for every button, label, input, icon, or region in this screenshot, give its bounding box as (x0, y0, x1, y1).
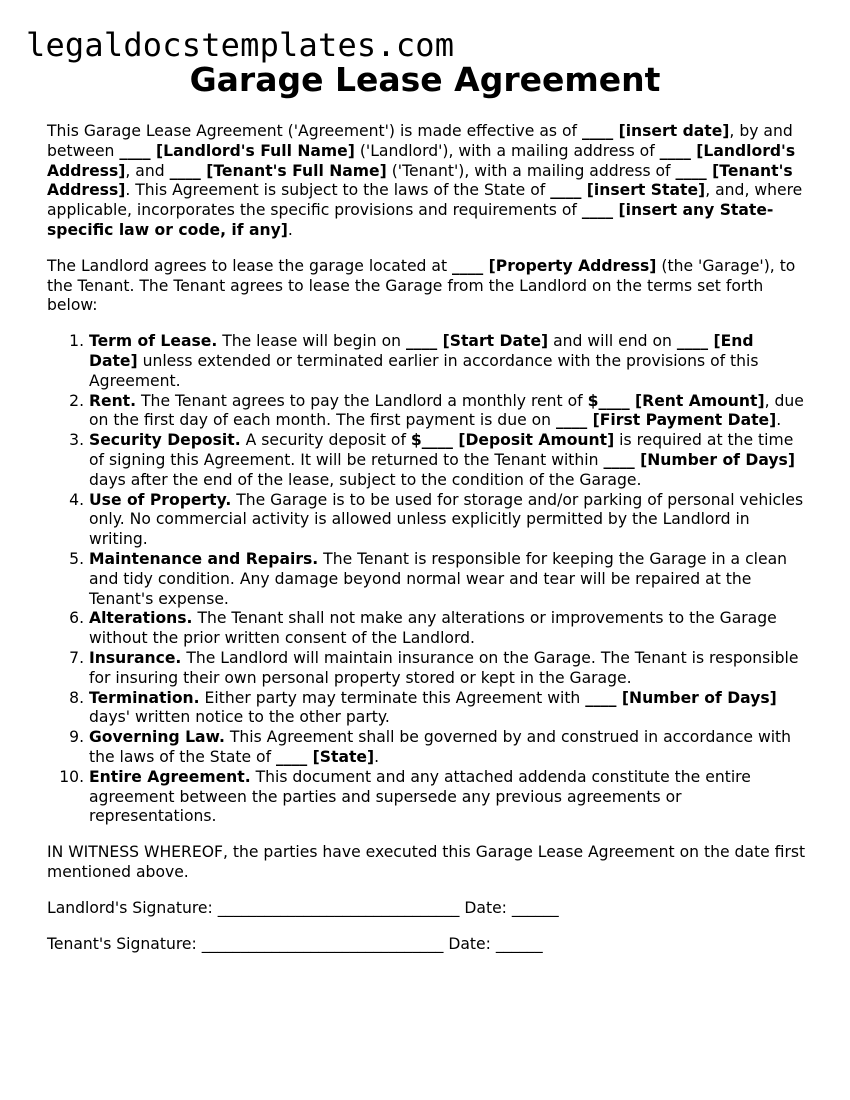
bold-text-run: ____ [Landlord's Address] (47, 141, 796, 180)
bold-text-run: Alterations. (89, 609, 193, 628)
bold-text-run: ____ [Tenant's Full Name] (169, 161, 387, 180)
terms-list (47, 332, 807, 827)
text-run: The Tenant is responsible for keeping the Garage in a clean and tidy condition. Any damage beyond normal wear and tear will be repaired at the Tenant's expense. (89, 549, 788, 608)
premises-paragraph (47, 257, 807, 316)
term-item-entire-agreement (89, 768, 807, 827)
text-run: ('Tenant'), with a mailing address of (386, 161, 676, 180)
bold-text-run: ____ [State] (276, 747, 375, 766)
document-title: Garage Lease Agreement (189, 60, 661, 99)
bold-text-run: Insurance. (89, 648, 182, 667)
document-body (47, 122, 807, 972)
term-item-alterations (89, 609, 807, 649)
bold-text-run: Use of Property. (89, 490, 232, 509)
text-run: The lease will begin on (217, 332, 406, 351)
text-run: The Landlord will maintain insurance on the Garage. The Tenant is responsible for insuring their own personal property stored or kept in the Garage. (89, 648, 799, 687)
bold-text-run: Rent. (89, 391, 137, 410)
text-run: The Garage is to be used for storage and/or parking of personal vehicles only. No commercial activity is allowed unless explicitly permitted by the Landlord in writing. (89, 490, 804, 549)
text-run: This document and any attached addenda constitute the entire agreement between the parties and supersede any previous agreements or representations. (89, 767, 751, 826)
bold-text-run: ____ [First Payment Date] (556, 411, 777, 430)
term-item-termination (89, 689, 807, 729)
term-item-use-of-property (89, 491, 807, 550)
text-run: This Agreement shall be governed by and construed in accordance with the laws of the State of (89, 728, 792, 766)
bold-text-run: $____ [Deposit Amount] (410, 431, 615, 450)
term-item-insurance (89, 649, 807, 689)
text-run: is required at the time of signing this Agreement. It will be returned to the Tenant within (89, 431, 794, 469)
bold-text-run: ____ [Start Date] (406, 332, 549, 351)
text-run: unless extended or terminated earlier in accordance with the provisions of this Agreement. (89, 351, 759, 390)
text-run: Either party may terminate this Agreement with (199, 688, 586, 707)
bold-text-run: Maintenance and Repairs. (89, 549, 319, 568)
text-run: ('Landlord'), with a mailing address of (354, 141, 660, 160)
landlord-signature-line: Landlord's Signature: _______________________________ Date: ______ (47, 898, 559, 917)
intro-paragraph (47, 122, 807, 241)
bold-text-run: ____ [insert date] (581, 122, 730, 140)
text-run: days' written notice to the other party. (89, 708, 390, 727)
witness-paragraph: IN WITNESS WHEREOF, the parties have executed this Garage Lease Agreement on the date first mentioned above. (47, 843, 806, 881)
text-run: This Garage Lease Agreement ('Agreement') is made effective as of (47, 122, 582, 140)
text-run: and will end on (548, 332, 677, 351)
bold-text-run: Term of Lease. (89, 332, 218, 351)
text-run: , and, where applicable, incorporates the specific provisions and requirements of (47, 181, 803, 220)
bold-text-run: Termination. (89, 688, 200, 707)
bold-text-run: ____ [insert any State-specific law or code, if any] (47, 201, 774, 239)
site-name: legaldocstemplates.com (26, 26, 455, 64)
tenant-signature-line: Tenant's Signature: _______________________________ Date: ______ (47, 935, 543, 954)
bold-text-run: ____ [Number of Days] (585, 688, 777, 707)
bold-text-run: Governing Law. (89, 728, 225, 747)
bold-text-run: ____ [Property Address] (452, 256, 657, 275)
text-run: The Tenant agrees to pay the Landlord a monthly rent of (136, 391, 588, 410)
text-run: , due on the first day of each month. The first payment is due on (89, 391, 804, 430)
text-run: , by and between (47, 122, 793, 160)
term-item-maintenance (89, 550, 807, 609)
term-item-rent (89, 392, 807, 432)
bold-text-run: ____ [Tenant's Address] (47, 161, 793, 200)
text-run: (the 'Garage'), to the Tenant. The Tenant agrees to lease the Garage from the Landlord on the terms set forth below: (47, 256, 796, 315)
bold-text-run: ____ [insert State] (550, 181, 706, 200)
bold-text-run: $____ [Rent Amount] (587, 391, 765, 410)
text-run: days after the end of the lease, subject to the condition of the Garage. (89, 470, 642, 489)
term-item-security-deposit (89, 431, 807, 490)
text-run: A security deposit of (240, 431, 411, 450)
term-item-governing-law (89, 728, 807, 768)
bold-text-run: ____ [Number of Days] (603, 450, 795, 469)
text-run: The Tenant shall not make any alterations or improvements to the Garage without the prior written consent of the Landlord. (89, 609, 777, 648)
text-run: , and (125, 161, 170, 180)
term-item-lease-term (89, 332, 807, 391)
text-run: . (287, 220, 293, 239)
text-run: . This Agreement is subject to the laws of the State of (125, 181, 551, 200)
bold-text-run: Security Deposit. (89, 431, 241, 450)
text-run: . (374, 747, 380, 766)
text-run: . (776, 411, 782, 430)
text-run: The Landlord agrees to lease the garage located at (47, 256, 453, 275)
bold-text-run: Entire Agreement. (89, 767, 251, 786)
bold-text-run: ____ [End Date] (89, 332, 754, 370)
bold-text-run: ____ [Landlord's Full Name] (119, 141, 355, 160)
